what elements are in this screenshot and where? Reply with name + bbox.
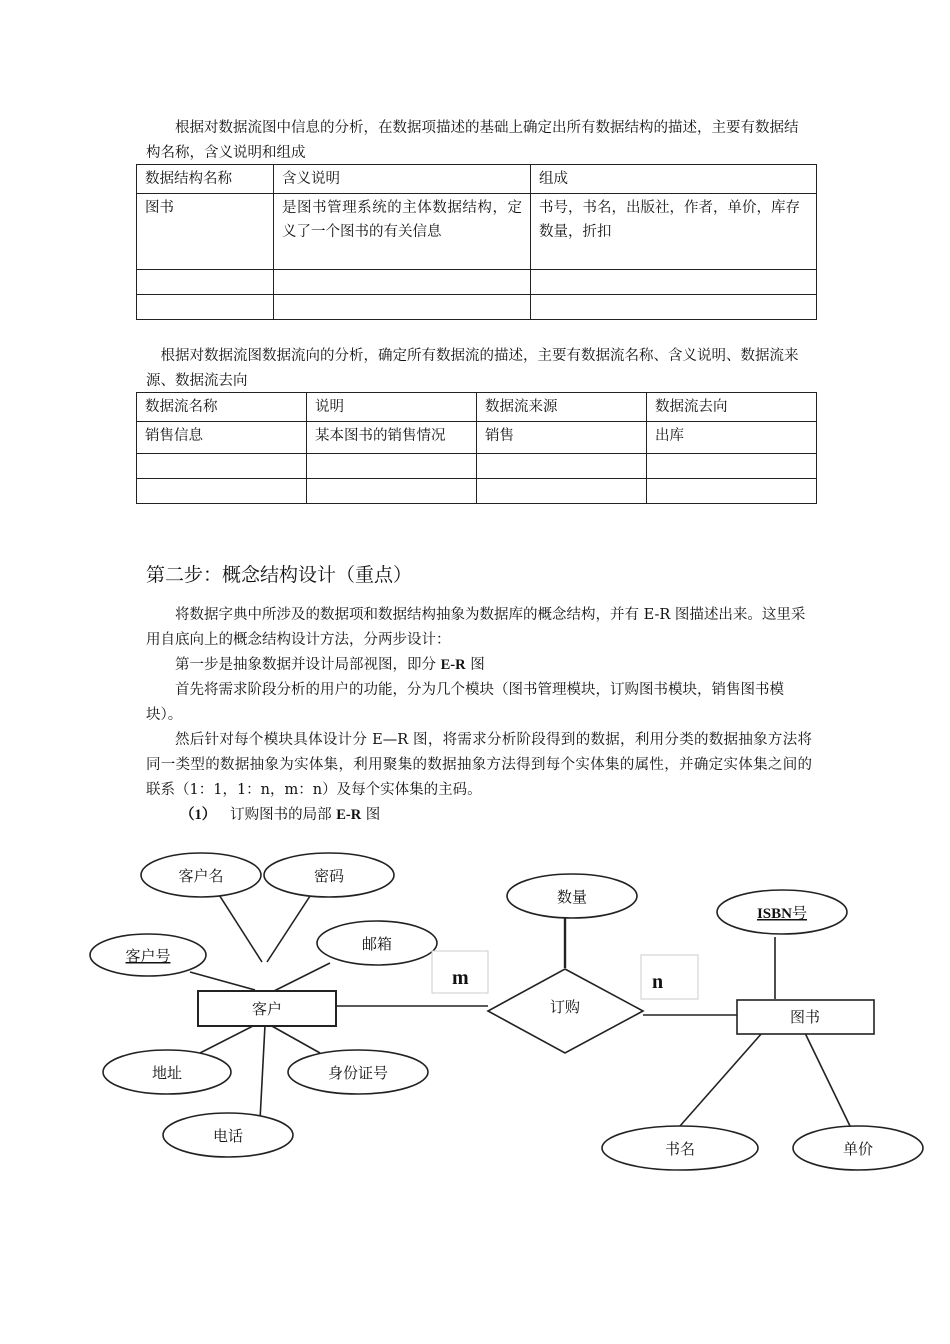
table-cell: [137, 454, 307, 479]
figure-caption: [180, 803, 780, 828]
data-structure-table: [136, 164, 817, 320]
table-cell: [274, 295, 531, 320]
connector-line: [190, 972, 255, 990]
attr-customer-id-label: 客户号: [125, 947, 171, 965]
attr-customer-name-label: 客户名: [178, 867, 224, 885]
connector-line: [200, 1025, 255, 1053]
cardinality-n: n: [652, 971, 664, 993]
table-header-cell: 含义说明: [274, 165, 531, 194]
table-row: [137, 393, 817, 422]
table-cell: [137, 295, 274, 320]
caption-text: 订购图书的局部: [230, 807, 337, 823]
attr-isbn-bold: ISBN: [756, 906, 793, 922]
table-header-cell: 数据结构名称: [137, 165, 274, 194]
attr-isbn-suffix: 号: [792, 904, 808, 922]
customer-entity-label: 客户: [251, 1000, 283, 1018]
table-cell: [647, 454, 817, 479]
table-cell: [477, 479, 647, 504]
book-entity-label: 图书: [789, 1008, 821, 1026]
attr-address-label: 地址: [151, 1064, 183, 1082]
table-header-cell: 数据流来源: [477, 393, 647, 422]
table-cell: [274, 270, 531, 295]
table-cell: 是图书管理系统的主体数据结构，定义了一个图书的有关信息: [274, 194, 531, 270]
table-row: [137, 165, 817, 194]
intro-paragraph-1: 根据对数据流图中信息的分析，在数据项描述的基础上确定出所有数据结构的描述，主要有数据结构名称，含义说明和组成: [146, 120, 799, 161]
table-row: [137, 479, 817, 504]
table-cell: [307, 479, 477, 504]
caption-number: （1）: [180, 807, 217, 823]
table-cell: [137, 479, 307, 504]
connector-line: [260, 1025, 265, 1120]
table-cell: 出库: [647, 422, 817, 454]
data-flow-table: [136, 392, 817, 504]
table-cell: 销售: [477, 422, 647, 454]
connector-line: [680, 1033, 762, 1126]
er-diagram: [0, 830, 950, 1180]
table-cell: 销售信息: [137, 422, 307, 454]
attr-quantity-label: 数量: [556, 888, 588, 906]
table-header-cell: 数据流名称: [137, 393, 307, 422]
paragraph-2-text: 第一步是抽象数据并设计局部视图，即分: [175, 657, 441, 673]
table-cell: [477, 454, 647, 479]
table-row: [137, 194, 817, 270]
table-row: [137, 422, 817, 454]
cardinality-n-box: [641, 955, 698, 999]
table-cell: 某本图书的销售情况: [307, 422, 477, 454]
paragraph-2-end: 图: [465, 657, 485, 673]
attr-phone-label: 电话: [212, 1127, 244, 1145]
paragraph-2: [146, 653, 812, 678]
paragraph-3: 首先将需求阶段分析的用户的功能，分为几个模块（图书管理模块，订购图书模块，销售图书模块）。: [146, 682, 784, 723]
attr-book-title-label: 书名: [664, 1140, 696, 1158]
paragraph-1: 将数据字典中所涉及的数据项和数据结构抽象为数据库的概念结构，并有 E-R 图描述出来。这里采用自底向上的概念结构设计方法，分两步设计：: [146, 607, 806, 648]
connector-line: [267, 893, 312, 962]
attr-price-label: 单价: [842, 1140, 874, 1158]
attr-isbn-label: [757, 904, 807, 922]
connector-line: [270, 1025, 320, 1053]
table-header-cell: 说明: [307, 393, 477, 422]
table-cell: 图书: [137, 194, 274, 270]
attr-id-card-label: 身份证号: [327, 1064, 389, 1082]
table-cell: [647, 479, 817, 504]
table-row: [137, 454, 817, 479]
cardinality-m: m: [452, 967, 469, 989]
table-cell: 书号，书名，出版社，作者，单价，库存数量，折扣: [531, 194, 817, 270]
caption-bold: E-R: [336, 807, 362, 823]
section-title: 第二步：概念结构设计（重点）: [146, 564, 413, 586]
table-header-cell: 组成: [531, 165, 817, 194]
connector-line: [805, 1033, 850, 1126]
paragraph-2-bold: E-R: [440, 657, 466, 673]
table-cell: [307, 454, 477, 479]
connector-line: [272, 963, 330, 992]
attr-email-label: 邮箱: [361, 935, 393, 953]
attr-password-label: 密码: [313, 867, 345, 885]
intro-paragraph-2: 根据对数据流图数据流向的分析，确定所有数据流的描述，主要有数据流名称、含义说明、数据流来源、数据流去向: [146, 348, 799, 389]
table-cell: [531, 295, 817, 320]
table-cell: [137, 270, 274, 295]
order-relationship-label: 订购: [549, 998, 581, 1016]
table-row: [137, 295, 817, 320]
table-header-cell: 数据流去向: [647, 393, 817, 422]
paragraph-4: 然后针对每个模块具体设计分 E—R 图，将需求分析阶段得到的数据，利用分类的数据抽象方法将同一类型的数据抽象为实体集，利用聚集的数据抽象方法得到每个实体集的属性，并确定实体集之间的联系（1：1，1：n，m：n）及每个实体集的主码。: [146, 732, 812, 798]
caption-end: 图: [361, 807, 381, 823]
table-cell: [531, 270, 817, 295]
table-row: [137, 270, 817, 295]
